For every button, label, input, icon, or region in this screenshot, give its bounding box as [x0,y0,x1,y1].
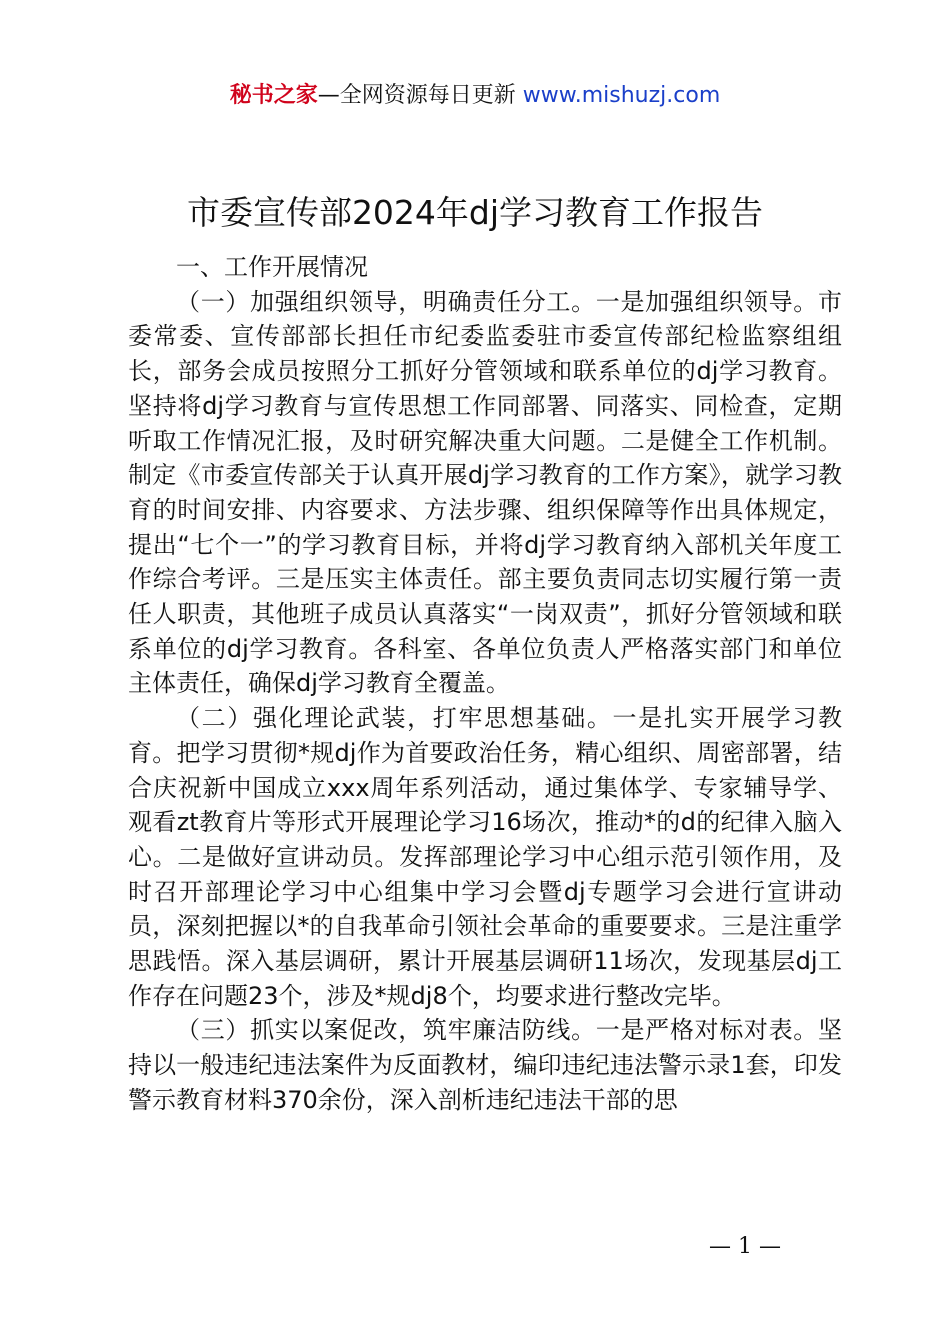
paragraph-1: （一）加强组织领导，明确责任分工。一是加强组织领导。市委常委、宣传部部长担任市纪委监委驻市委宣传部纪检监察组组长，部务会成员按照分工抓好分管领域和联系单位的dj学习教育。坚持将dj学习教育与宣传思想工作同部署、同落实、同检查，定期听取工作情况汇报，及时研究解决重大问题。二是健全工作机制。制定《市委宣传部关于认真开展dj学习教育的工作方案》，就学习教育的时间安排、内容要求、方法步骤、组织保障等作出具体规定，提出“七个一”的学习教育目标，并将dj学习教育纳入部机关年度工作综合考评。三是压实主体责任。部主要负责同志切实履行第一责任人职责，其他班子成员认真落实“一岗双责”，抓好分管领域和联系单位的dj学习教育。各科室、各单位负责人严格落实部门和单位主体责任，确保dj学习教育全覆盖。 [128,287,842,698]
site-name: 秘书之家 [229,83,318,108]
site-tagline: —全网资源每日更新 [317,83,516,108]
site-url-link[interactable]: www.mishuzj.com [522,83,721,108]
paragraph-2: （二）强化理论武装，打牢思想基础。一是扎实开展学习教育。把学习贯彻*规dj作为首要政治任务，精心组织、周密部署，结合庆祝新中国成立xxx周年系列活动，通过集体学、专家辅导学、观看zt教育片等形式开展理论学习16场次，推动*的d的纪律入脑入心。二是做好宣讲动员。发挥部理论学习中心组示范引领作用，及时召开部理论学习中心组集中学习会暨dj专题学习会进行宣讲动员，深刻把握以*的自我革命引领社会革命的重要要求。三是注重学思践悟。深入基层调研，累计开展基层调研11场次，发现基层dj工作存在问题23个，涉及*规dj8个，均要求进行整改完毕。 [128,704,842,1010]
section-heading: 一、工作开展情况 [176,253,368,281]
page-number: — 1 — [709,1234,781,1259]
document-body [128,250,842,1118]
site-header [0,80,950,112]
paragraph-3: （三）抓实以案促改，筑牢廉洁防线。一是严格对标对表。坚持以一般违纪违法案件为反面教材，编印违纪违法警示录1套，印发警示教育材料370余份，深入剖析违纪违法干部的思 [128,1016,842,1114]
document-title: 市委宣传部2024年dj学习教育工作报告 [186,193,764,232]
